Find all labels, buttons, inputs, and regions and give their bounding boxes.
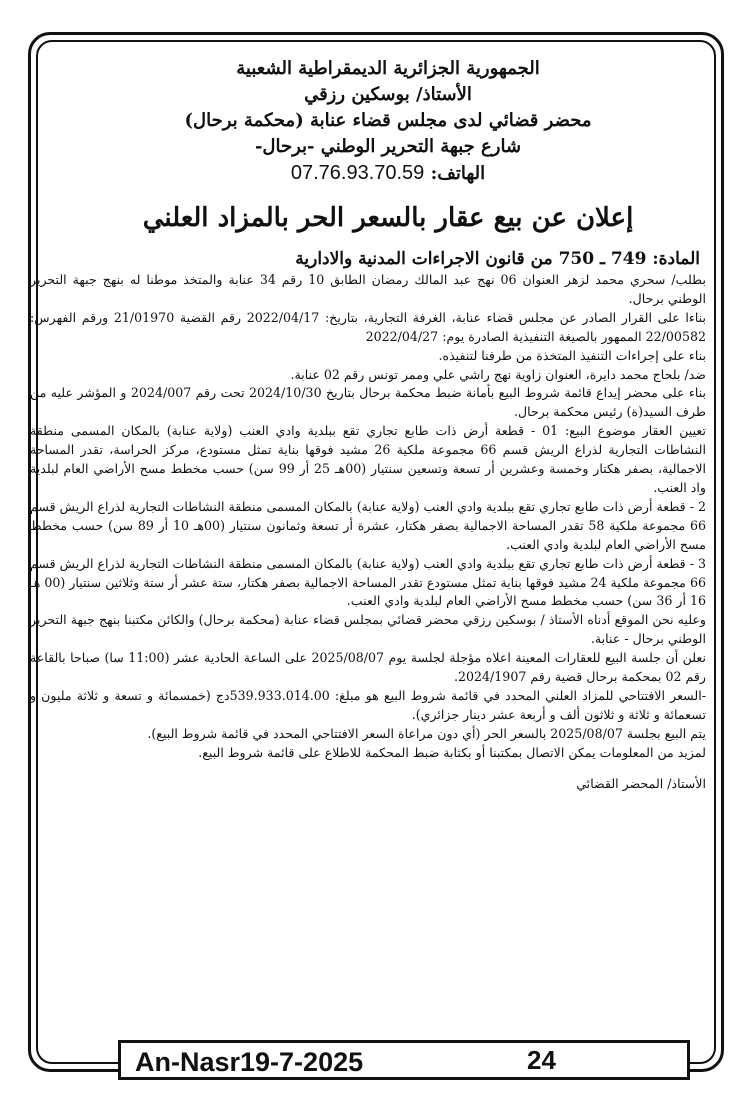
bailiff-title: محضر قضائي لدى مجلس قضاء عنابة (محكمة برحال) — [184, 110, 592, 131]
paragraph-against: ضد/ بلحاج محمد دايرة، العنوان زاوية نهج راشي علي وممر تونس رقم 02 عنابة. — [290, 366, 706, 382]
paragraph-property-1: تعيين العقار موضوع البيع: 01 - قطعة أرض ذات طابع تجاري تقع ببلدية وادي العنب (ولاية عنابة) بالمكان المسمى منطقة النشاطات التجارية لذراع الريش قسم 66 مجموعة ملكية 26 مشيد فوقها بناية تمثل مستودع، مركز الحراسة، تقدر المساحة الاجمالية، بصفر هكتار وخمسة وعشرين أر تسعة وتسعين سنتيار (00هـ 25 أر 99 سن) حسب مخطط مسح الأراضي العام لبلدية واد العنب. — [30, 423, 707, 495]
paragraph-undersigned: وعليه نحن الموقع أدناه الأستاذ / بوسكين رزقي محضر قضائي بمجلس قضاء عنابة (محكمة برحال) والكائن مكتبنا بنهج جبهة التحرير الوطني برحال - عنابة. — [30, 612, 706, 647]
page-number: 24 — [527, 1045, 556, 1075]
phone-label: الهاتف: — [430, 163, 486, 184]
paragraph-opening-price: -السعر الافتتاحي للمزاد العلني المحدد في قائمة شروط البيع هو مبلغ: 539.933.014.00دج (خمسمائة و تسعة و ثلاثة مليون و تسعمائة و ثلاثة و ثلاثون ألف و أربعة عشر دينار جزائري). — [30, 687, 706, 722]
paragraph-decision: بناءا على القرار الصادر عن مجلس قضاء عنابة، الغرفة التجارية، بتاريخ: 2022/04/17 رقم القضية 21/01970 ورقم الفهرس: 22/00582 الممهور بالصيغة التنفيذية الصادرة يوم: 2022/04/27 — [30, 309, 706, 344]
paragraph-requester: بطلب/ سحري محمد لزهر العنوان 06 نهج عبد المالك رمضان الطابق 10 رقم 34 عنابة والمتخذ موطنا له بنهج جبهة التحرير الوطني برحال. — [30, 272, 706, 306]
phone-number: 07.76.93.70.59 — [290, 162, 425, 184]
paragraph-session: نعلن أن جلسة البيع للعقارات المعينة اعلاه مؤجلة لجلسة يوم 2025/08/07 على الساعة الحادية عشر (11:00 سا) صباحا بالقاعة رقم 02 بمحكمة برحال قضية رقم 2024/1907. — [30, 650, 706, 685]
announcement — [30, 56, 707, 793]
paragraph-deposit: بناء على محضر إيداع قائمة شروط البيع بأمانة ضبط محكمة برحال بتاريخ 2024/10/30 تحت رقم 2024/007 و المؤشر عليه من طرف السيد(ة) رئيس محكمة برحال. — [30, 385, 706, 420]
legal-articles: المادة: 749 ـ 750 من قانون الاجراءات المدنية والادارية — [295, 249, 700, 269]
paragraph-execution: بناء على إجراءات التنفيذ المتخذة من طرفنا لتنفيذه. — [438, 347, 706, 363]
republic-title: الجمهورية الجزائرية الديمقراطية الشعبية — [236, 58, 540, 79]
announcement-body — [30, 271, 707, 793]
paragraph-contact: لمزيد من المعلومات يمكن الاتصال بمكتبنا أو بكتابة ضبط المحكمة للاطلاع على قائمة شروط البيع. — [198, 744, 706, 760]
phone-line — [70, 160, 706, 187]
paragraph-property-3: 3 - قطعة أرض ذات طابع تجاري تقع ببلدية وادي العنب (ولاية عنابة) بالمكان المسمى منطقة النشاطات التجارية لذراع الريش قسم 66 مجموعة ملكية 24 مشيد فوقها بناية تمثل مستودع تقدر المساحة الاجمالية بصفر هكتار، ستة عشر أر ستة وثلاثين سنتيار (00 هـ 16 أر 36 سن) حسب مخطط مسح الأراضي العام لبلدية وادي العنب. — [30, 555, 706, 609]
paragraph-property-2: 2 - قطعة أرض ذات طابع تجاري تقع ببلدية وادي العنب (ولاية عنابة) بالمكان المسمى منطقة النشاطات التجارية لذراع الريش قسم 66 مجموعة ملكية 58 تقدر المساحة الاجمالية بصفر هكتار، عشرة أر تسعة وثمانون سنتيار (00هـ 10 أر 89 سن) حسب مخطط مسح الأراضي العام لبلدية وادي العنب. — [30, 498, 706, 552]
publication-date: An-Nasr19-7-2025 — [135, 1047, 364, 1077]
paragraph-free-price: يتم البيع بجلسة 2025/08/07 بالسعر الحر (أي دون مراعاة السعر الافتتاحي المحدد في قائمة شروط البيع). — [147, 725, 706, 741]
announcement-headline: إعلان عن بيع عقار بالسعر الحر بالمزاد العلني — [142, 203, 634, 233]
office-address: شارع جبهة التحرير الوطني -برحال- — [254, 136, 522, 157]
signature: الأستاذ/ المحضر القضائي — [576, 775, 706, 791]
bailiff-name: الأستاذ/ بوسكين رزقي — [304, 84, 472, 105]
footer-bar — [118, 1040, 690, 1080]
